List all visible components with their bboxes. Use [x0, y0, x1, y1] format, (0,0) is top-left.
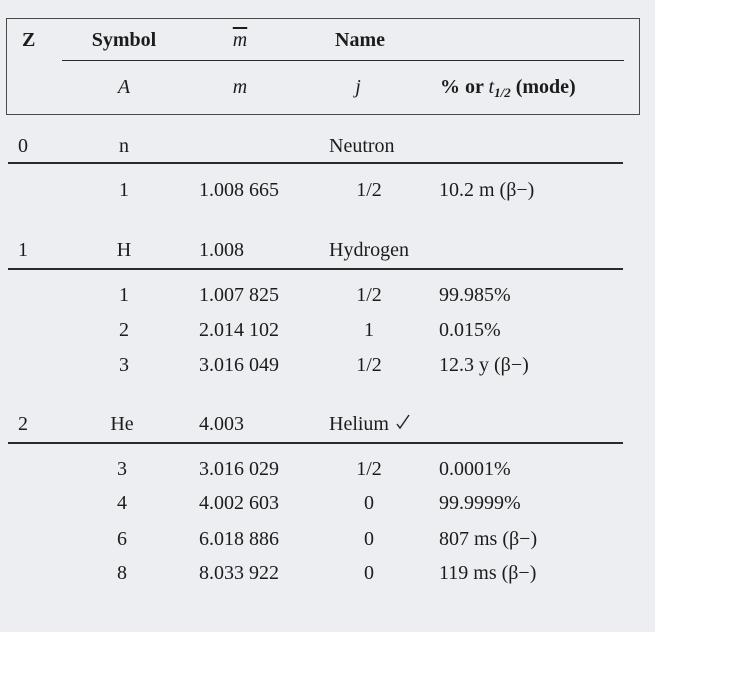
isotope-spin: 1/2 [356, 458, 382, 480]
element-z: 1 [18, 239, 28, 261]
isotope-spin: 0 [364, 528, 374, 550]
isotope-spin: 1/2 [356, 284, 382, 306]
isotope-mass: 2.014 102 [199, 319, 279, 341]
isotope-info: 10.2 m (β−) [439, 179, 535, 201]
isotope-mass: 3.016 029 [199, 458, 279, 480]
isotope-mass: 1.007 825 [199, 284, 279, 306]
isotope-info: 12.3 y (β−) [439, 354, 529, 376]
element-symbol: n [119, 135, 129, 157]
isotope-mass: 8.033 922 [199, 562, 279, 584]
isotope-a: 8 [117, 562, 127, 584]
isotope-info: 0.0001% [439, 458, 511, 480]
header-name: Name [335, 29, 385, 51]
header-percent-or-halflife: % or $t_{1/2}$ (mode) [440, 76, 576, 100]
header-mbar: $\overline{m}$ [232, 29, 248, 51]
element-rule [8, 162, 623, 164]
isotope-spin: 1 [364, 319, 374, 341]
header-m: m [232, 76, 248, 98]
header-a: A [117, 76, 131, 98]
isotope-info: 119 ms (β−) [439, 562, 537, 584]
element-name: Hydrogen [329, 239, 409, 261]
isotope-mass: 1.008 665 [199, 179, 279, 201]
element-mass: 4.003 [199, 413, 244, 435]
isotope-a: 4 [117, 492, 127, 514]
isotope-a: 3 [117, 458, 127, 480]
element-name: Neutron [329, 135, 395, 157]
element-name: Helium [329, 413, 389, 435]
element-symbol: H [116, 239, 132, 261]
isotope-mass: 3.016 049 [199, 354, 279, 376]
isotope-a: 1 [119, 284, 129, 306]
element-z: 2 [18, 413, 28, 435]
isotope-spin: 0 [364, 562, 374, 584]
checkmark-icon [396, 414, 410, 430]
header-j: j [355, 76, 361, 98]
isotope-info: 807 ms (β−) [439, 528, 538, 550]
isotope-spin: 0 [364, 492, 374, 514]
isotope-info: 99.9999% [439, 492, 521, 514]
isotope-info: 0.015% [439, 319, 501, 341]
isotope-mass: 6.018 886 [199, 528, 279, 550]
header-symbol: Symbol [91, 29, 157, 51]
isotope-a: 3 [119, 354, 129, 376]
isotope-a: 2 [119, 319, 129, 341]
header-z: Z [22, 29, 36, 51]
isotope-spin: 1/2 [356, 354, 382, 376]
isotope-a: 6 [117, 528, 127, 550]
element-rule [8, 268, 623, 270]
isotope-mass: 4.002 603 [199, 492, 279, 514]
header-divider [62, 60, 624, 61]
element-z: 0 [18, 135, 28, 157]
element-symbol: He [110, 413, 134, 435]
isotope-a: 1 [119, 179, 129, 201]
element-mass: 1.008 [199, 239, 244, 261]
isotope-info: 99.985% [439, 284, 511, 306]
isotope-spin: 1/2 [356, 179, 382, 201]
element-rule [8, 442, 623, 444]
